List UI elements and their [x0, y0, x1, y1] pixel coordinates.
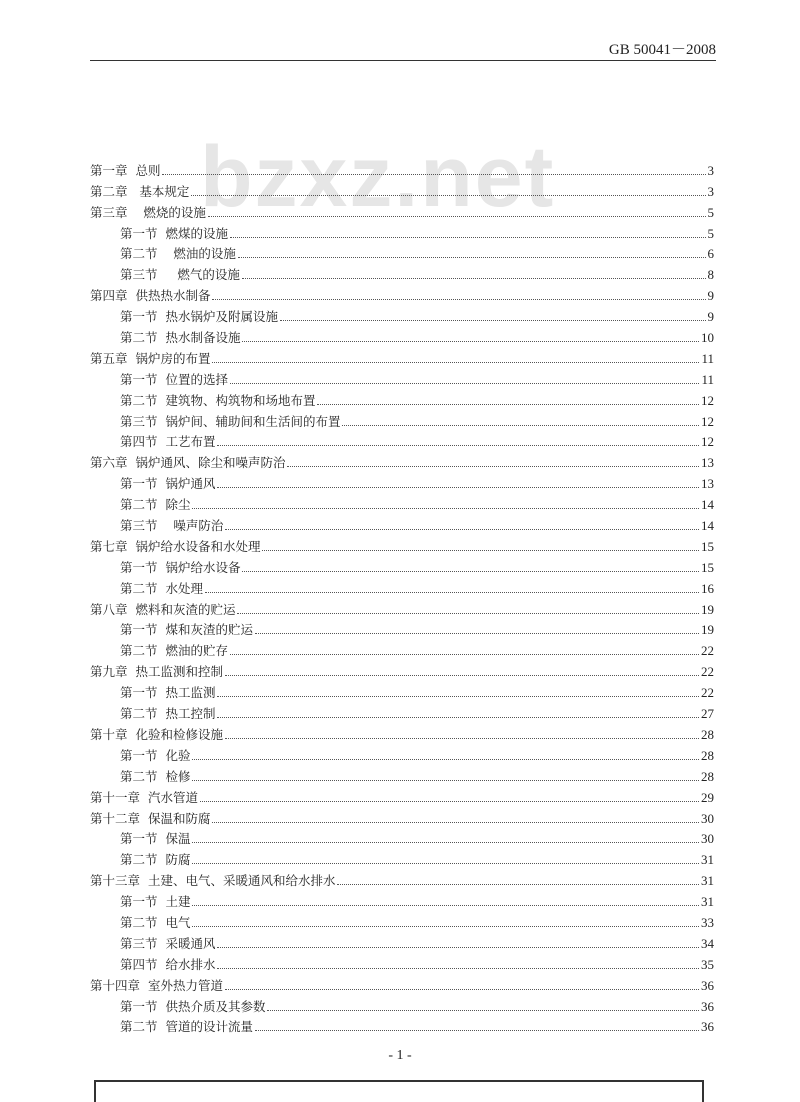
toc-chapter-entry[interactable] [90, 972, 714, 993]
dot-leader [225, 989, 699, 990]
page-header [90, 36, 716, 61]
toc-entry-label: 第二章 基本规定 [90, 183, 190, 199]
toc-section-entry[interactable] [90, 826, 714, 847]
toc-section-entry[interactable] [90, 220, 714, 241]
toc-entry-page: 12 [701, 392, 714, 408]
bottom-frame [94, 1080, 704, 1102]
toc-entry-page: 3 [707, 183, 714, 199]
dot-leader [200, 801, 699, 802]
toc-entry-page: 14 [701, 497, 714, 513]
dot-leader [287, 466, 699, 467]
toc-section-entry[interactable] [90, 241, 714, 262]
dot-leader [217, 445, 699, 446]
toc-chapter-entry[interactable] [90, 721, 714, 742]
toc-section-entry[interactable] [90, 491, 714, 512]
table-of-contents [90, 157, 714, 1034]
toc-entry-label: 第二节 建筑物、构筑物和场地布置 [120, 392, 316, 408]
dot-leader [205, 592, 699, 593]
dot-leader [255, 633, 699, 634]
standard-code: GB 50041－2008 [608, 42, 716, 58]
toc-entry-label: 第四节 给水排水 [120, 956, 216, 972]
dot-leader [212, 822, 699, 823]
toc-entry-label: 第一节 热工监测 [120, 685, 216, 701]
toc-entry-label: 第四节 工艺布置 [120, 434, 216, 450]
dot-leader [242, 341, 699, 342]
dot-leader [225, 675, 699, 676]
dot-leader [192, 863, 699, 864]
toc-section-entry[interactable] [90, 303, 714, 324]
toc-entry-label: 第九章 热工监测和控制 [90, 664, 223, 680]
dot-leader [280, 320, 706, 321]
toc-chapter-entry[interactable] [90, 157, 714, 178]
toc-entry-label: 第十四章 室外热力管道 [90, 977, 223, 993]
dot-leader [192, 926, 699, 927]
toc-entry-page: 28 [701, 747, 714, 763]
toc-section-entry[interactable] [90, 261, 714, 282]
toc-entry-label: 第二节 电气 [120, 914, 191, 930]
dot-leader [267, 1010, 699, 1011]
toc-entry-label: 第三节 燃气的设施 [120, 267, 240, 283]
dot-leader [192, 842, 699, 843]
toc-chapter-entry[interactable] [90, 178, 714, 199]
toc-entry-label: 第六章 锅炉通风、除尘和噪声防治 [90, 455, 286, 471]
toc-entry-page: 28 [701, 768, 714, 784]
toc-entry-page: 22 [701, 643, 714, 659]
toc-section-entry[interactable] [90, 700, 714, 721]
toc-section-entry[interactable] [90, 1014, 714, 1035]
toc-entry-page: 6 [707, 246, 714, 262]
dot-leader [162, 174, 705, 175]
toc-entry-label: 第一节 保温 [120, 831, 191, 847]
dot-leader [225, 738, 699, 739]
toc-section-entry[interactable] [90, 324, 714, 345]
toc-chapter-entry[interactable] [90, 282, 714, 303]
toc-section-entry[interactable] [90, 679, 714, 700]
toc-entry-page: 36 [701, 1019, 714, 1035]
toc-entry-label: 第二节 检修 [120, 768, 191, 784]
dot-leader [208, 216, 706, 217]
toc-entry-label: 第一节 热水锅炉及附属设施 [120, 309, 278, 325]
toc-entry-page: 5 [707, 204, 714, 220]
dot-leader [212, 362, 699, 363]
dot-leader [192, 759, 699, 760]
toc-chapter-entry[interactable] [90, 867, 714, 888]
toc-section-entry[interactable] [90, 617, 714, 638]
toc-entry-page: 36 [701, 977, 714, 993]
toc-section-entry[interactable] [90, 909, 714, 930]
toc-entry-label: 第十章 化验和检修设施 [90, 726, 223, 742]
toc-entry-page: 34 [701, 935, 714, 951]
toc-entry-label: 第一节 土建 [120, 894, 191, 910]
dot-leader [212, 299, 705, 300]
toc-chapter-entry[interactable] [90, 345, 714, 366]
dot-leader [217, 487, 699, 488]
toc-entry-label: 第七章 锅炉给水设备和水处理 [90, 538, 261, 554]
toc-entry-page: 11 [701, 350, 714, 366]
toc-entry-page: 19 [701, 601, 714, 617]
toc-entry-page: 29 [701, 789, 714, 805]
toc-entry-label: 第二节 热水制备设施 [120, 330, 241, 346]
dot-leader [317, 404, 699, 405]
toc-entry-page: 28 [701, 726, 714, 742]
toc-section-entry[interactable] [90, 930, 714, 951]
toc-entry-label: 第二节 燃油的贮存 [120, 643, 228, 659]
dot-leader [192, 780, 699, 781]
toc-chapter-entry[interactable] [90, 533, 714, 554]
dot-leader [255, 1030, 699, 1031]
toc-section-entry[interactable] [90, 512, 714, 533]
toc-section-entry[interactable] [90, 637, 714, 658]
toc-entry-page: 15 [701, 538, 714, 554]
toc-section-entry[interactable] [90, 408, 714, 429]
toc-entry-label: 第八章 燃料和灰渣的贮运 [90, 601, 236, 617]
dot-leader [342, 425, 699, 426]
toc-entry-label: 第三章 燃烧的设施 [90, 204, 206, 220]
toc-entry-label: 第二节 除尘 [120, 497, 191, 513]
dot-leader [192, 905, 699, 906]
toc-entry-page: 9 [707, 309, 714, 325]
toc-section-entry[interactable] [90, 763, 714, 784]
toc-entry-page: 11 [701, 371, 714, 387]
dot-leader [225, 529, 699, 530]
toc-section-entry[interactable] [90, 366, 714, 387]
toc-entry-label: 第一节 煤和灰渣的贮运 [120, 622, 253, 638]
toc-entry-page: 31 [701, 894, 714, 910]
toc-entry-page: 10 [701, 330, 714, 346]
toc-section-entry[interactable] [90, 470, 714, 491]
toc-entry-label: 第一节 燃煤的设施 [120, 225, 228, 241]
dot-leader [238, 257, 706, 258]
toc-entry-label: 第一章 总则 [90, 162, 161, 178]
toc-entry-page: 31 [701, 873, 714, 889]
toc-entry-label: 第二节 热工控制 [120, 706, 216, 722]
toc-entry-page: 8 [707, 267, 714, 283]
toc-entry-label: 第十二章 保温和防腐 [90, 810, 211, 826]
dot-leader [230, 654, 699, 655]
toc-section-entry[interactable] [90, 554, 714, 575]
dot-leader [230, 237, 706, 238]
dot-leader [217, 696, 699, 697]
dot-leader [192, 508, 699, 509]
dot-leader [337, 884, 699, 885]
toc-entry-page: 13 [701, 455, 714, 471]
toc-section-entry[interactable] [90, 951, 714, 972]
toc-entry-page: 22 [701, 664, 714, 680]
toc-entry-page: 12 [701, 434, 714, 450]
dot-leader [242, 571, 699, 572]
dot-leader [230, 383, 700, 384]
toc-entry-page: 15 [701, 559, 714, 575]
toc-entry-page: 14 [701, 518, 714, 534]
toc-entry-label: 第二节 防腐 [120, 852, 191, 868]
toc-entry-label: 第三节 采暖通风 [120, 935, 216, 951]
toc-entry-label: 第三节 锅炉间、辅助间和生活间的布置 [120, 413, 341, 429]
toc-section-entry[interactable] [90, 575, 714, 596]
toc-entry-page: 16 [701, 580, 714, 596]
toc-entry-page: 9 [707, 288, 714, 304]
toc-entry-label: 第一节 位置的选择 [120, 371, 228, 387]
toc-chapter-entry[interactable] [90, 199, 714, 220]
dot-leader [217, 968, 699, 969]
toc-chapter-entry[interactable] [90, 805, 714, 826]
toc-entry-label: 第一节 锅炉给水设备 [120, 559, 241, 575]
toc-entry-page: 35 [701, 956, 714, 972]
dot-leader [237, 613, 699, 614]
toc-chapter-entry[interactable] [90, 449, 714, 470]
toc-entry-page: 12 [701, 413, 714, 429]
toc-entry-page: 3 [707, 162, 714, 178]
toc-entry-page: 33 [701, 914, 714, 930]
toc-entry-page: 36 [701, 998, 714, 1014]
toc-entry-page: 30 [701, 831, 714, 847]
toc-section-entry[interactable] [90, 888, 714, 909]
toc-entry-label: 第四章 供热热水制备 [90, 288, 211, 304]
toc-entry-page: 27 [701, 706, 714, 722]
toc-entry-label: 第十一章 汽水管道 [90, 789, 198, 805]
toc-entry-label: 第二节 燃油的设施 [120, 246, 236, 262]
toc-chapter-entry[interactable] [90, 596, 714, 617]
toc-section-entry[interactable] [90, 429, 714, 450]
dot-leader [262, 550, 699, 551]
toc-entry-page: 19 [701, 622, 714, 638]
toc-entry-page: 13 [701, 476, 714, 492]
toc-entry-label: 第三节 噪声防治 [120, 518, 224, 534]
toc-entry-label: 第一节 化验 [120, 747, 191, 763]
toc-section-entry[interactable] [90, 993, 714, 1014]
toc-chapter-entry[interactable] [90, 784, 714, 805]
watermark: bzxz.net [200, 129, 556, 225]
toc-section-entry[interactable] [90, 387, 714, 408]
toc-entry-label: 第一节 供热介质及其参数 [120, 998, 266, 1014]
toc-entry-label: 第二节 管道的设计流量 [120, 1019, 253, 1035]
toc-entry-page: 22 [701, 685, 714, 701]
dot-leader [242, 278, 706, 279]
toc-entry-page: 5 [707, 225, 714, 241]
toc-entry-label: 第二节 水处理 [120, 580, 203, 596]
toc-entry-page: 30 [701, 810, 714, 826]
toc-entry-label: 第五章 锅炉房的布置 [90, 350, 211, 366]
toc-section-entry[interactable] [90, 846, 714, 867]
toc-entry-label: 第十三章 土建、电气、采暖通风和给水排水 [90, 873, 336, 889]
toc-chapter-entry[interactable] [90, 658, 714, 679]
toc-entry-page: 31 [701, 852, 714, 868]
dot-leader [191, 195, 705, 196]
dot-leader [217, 717, 699, 718]
dot-leader [217, 947, 699, 948]
page-number: - 1 - [388, 1048, 412, 1063]
toc-section-entry[interactable] [90, 742, 714, 763]
toc-entry-label: 第一节 锅炉通风 [120, 476, 216, 492]
